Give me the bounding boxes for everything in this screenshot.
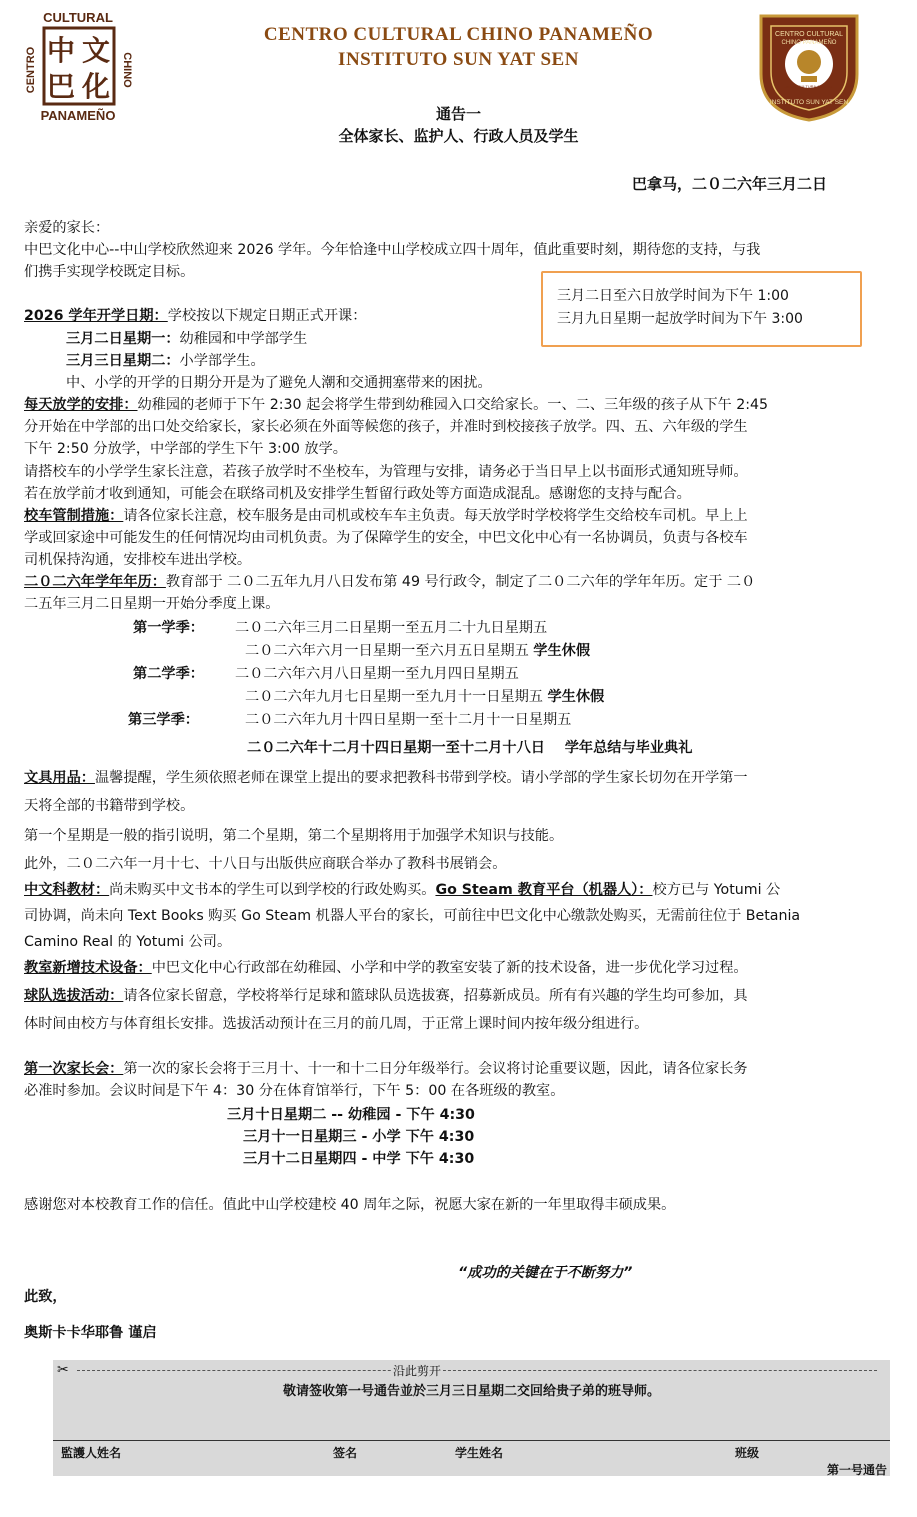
supplies-line-2: 天将全部的书籍带到学校。 — [24, 798, 195, 814]
crest-text-bottom: INSTITUTO SUN YAT SEN — [769, 99, 849, 106]
first-week-note: 第一个星期是一般的指引说明，第二个星期，第二个星期将用于加强学术知识与技能。 — [24, 828, 564, 844]
logo-text-bottom: PANAMEÑO — [40, 108, 116, 123]
go-steam-heading: Go Steam 教育平台（机器人）： — [435, 882, 653, 898]
signature-label: 签名 — [333, 1446, 358, 1460]
notice-title: 通告一 — [435, 105, 481, 123]
team-tryouts-line-2: 体时间由校方与体育组长安排。选拔活动预计在三月的前几周，于正常上课时间内按年级分组进行。 — [24, 1016, 649, 1032]
term-1-break-label: 学生休假 — [533, 643, 591, 659]
start-dates-text: 学校按以下规定日期正式开课： — [167, 308, 367, 324]
go-steam-text: 校方已与 Yotumi 公 — [652, 882, 781, 898]
parent-meeting-line-1: 第一次的家长会将于三月十、十一和十二日分年级举行。会议将讨论重要议题，因此，请各位家长务 — [123, 1061, 748, 1077]
logo-text-right: CHINO — [121, 52, 133, 88]
supplies-section — [24, 767, 890, 789]
term-2-label: 第二学季： — [133, 666, 204, 682]
motto: “成功的关键在于不断努力” — [458, 1265, 633, 1281]
term-2-break-dates: 二０二六年九月七日星期一至九月十一日星期五 — [245, 689, 543, 705]
team-tryouts-heading: 球队选拔活动： — [24, 988, 124, 1004]
logo-char-4: 化 — [81, 70, 111, 103]
closing: 此致， — [24, 1289, 67, 1305]
bus-control-line-2: 学或回家途中可能发生的任何情况均由司机负责。为了保障学生的安全，中巴文化中心有一名协调员，负责与各校车 — [24, 530, 748, 546]
term-3-closing — [247, 737, 917, 759]
term-3-dates: 二０二六年九月十四日星期一至十二月十一日星期五 — [245, 712, 572, 728]
thanks-note: 感谢您对本校教育工作的信任。值此中山学校建校 40 周年之际，祝愿大家在新的一年里取得丰硕成果。 — [24, 1197, 676, 1213]
term-1-dates: 二０二六年三月二日星期一至五月二十九日星期五 — [235, 620, 548, 636]
grade-label: 班级 — [735, 1446, 760, 1460]
dismissal-section — [24, 394, 890, 416]
parent-meeting-line-2: 必准时参加。会议时间是下午 4：30 分在体育馆举行，下午 5：00 在各班级的教室。 — [24, 1083, 565, 1099]
signer: 奥斯卡卡华耶鲁 谨启 — [24, 1325, 157, 1341]
go-steam-line-2: 司协调，尚未向 Text Books 购买 Go Steam 机器人平台的家长，可前往中巴文化中心缴款处购买，无需前往位于 Betania — [24, 908, 801, 924]
term-1-break-dates: 二０二六年六月一日星期一至六月五日星期五 — [245, 643, 529, 659]
student-name-label: 学生姓名 — [455, 1446, 504, 1460]
calendar-section — [24, 571, 890, 593]
bus-control-line-1: 请各位家长注意，校车服务是由司机或校车车主负责。每天放学时学校将学生交给校车司机。早上上 — [123, 508, 748, 524]
start-date-2 — [66, 350, 917, 372]
technology-text: 中巴文化中心行政部在幼稚园、小学和中学的教室安装了新的技术设备，进一步优化学习过程。 — [151, 960, 748, 976]
cut-label: 沿此剪开 — [393, 1364, 442, 1378]
greeting: 亲爱的家长： — [24, 220, 110, 236]
start-date-2-text: 小学部学生。 — [179, 353, 265, 369]
calendar-heading: 二０二六年学年年历： — [24, 574, 166, 590]
logo-text-left: CENTRO — [25, 46, 37, 94]
meeting-schedule-2: 三月十一日星期三 - 小学 下午 4:30 — [243, 1129, 475, 1145]
slip-footer: 第一号通告 — [827, 1463, 888, 1477]
start-date-1-label: 三月二日星期一： — [66, 331, 180, 347]
parent-meeting-heading: 第一次家长会： — [24, 1061, 124, 1077]
intro-line-2: 们携手实现学校既定目标。 — [24, 264, 195, 280]
term-3-label: 第三学季： — [128, 712, 199, 728]
start-date-1 — [66, 328, 917, 350]
crest-text-middle: CHINO PANAMEÑO — [781, 40, 837, 46]
box-line-1: 三月二日至六日放学时间为下午 1:00 — [557, 288, 789, 304]
logo-char-3: 巴 — [46, 70, 76, 103]
cut-line — [77, 1370, 877, 1371]
crest-ribbon: UNION CULTURA AMISTAD — [783, 84, 835, 89]
supplies-line-1: 温馨提醒，学生须依照老师在课堂上提出的要求把教科书带到学校。请小学部的学生家长切勿在开学第一 — [94, 770, 748, 786]
term-2-break — [245, 686, 917, 708]
technology-section — [24, 957, 890, 979]
intro-line-1: 中巴文化中心--中山学校欣然迎来 2026 学年。今年恰逢中山学校成立四十周年，值此重要时刻，期待您的支持，与我 — [24, 242, 761, 258]
bus-control-heading: 校车管制措施： — [24, 508, 124, 524]
start-date-1-text: 幼稚园和中学部学生 — [179, 331, 308, 347]
book-fair-note: 此外，二０二六年一月十七、十八日与出版供应商联合举办了教科书展销会。 — [24, 856, 507, 872]
start-date-2-label: 三月三日星期二： — [66, 353, 180, 369]
notice-date: 巴拿马，二０二六年三月二日 — [632, 175, 828, 193]
meeting-schedule-3: 三月十二日星期四 - 中学 下午 4:30 — [243, 1151, 475, 1167]
chinese-materials-heading: 中文科教材： — [24, 882, 110, 898]
dismissal-heading: 每天放学的安排： — [24, 397, 138, 413]
technology-heading: 教室新增技术设备： — [24, 960, 152, 976]
meeting-schedule-1: 三月十日星期二 -- 幼稚园 - 下午 4:30 — [227, 1107, 475, 1123]
start-dates-heading: 2026 学年开学日期： — [24, 308, 168, 324]
dismissal-line-2: 分开始在中学部的出口处交给家长，家长必须在外面等候您的孩子，并准时到校接孩子放学。四、五、六年级的学生 — [24, 419, 748, 435]
term-2-dates: 二０二六年六月八日星期一至九月四日星期五 — [235, 666, 519, 682]
bus-control-section — [24, 505, 890, 527]
bus-note-line-1: 请搭校车的小学学生家长注意，若孩子放学时不坐校车，为管理与安排，请务必于当日早上以书面形式通知班导师。 — [24, 464, 748, 480]
signature-line — [53, 1440, 890, 1441]
bus-control-line-3: 司机保持沟通，安排校车进出学校。 — [24, 552, 252, 568]
calendar-line-1: 教育部于 二０二五年九月八日发布第 49 号行政令，制定了二０二六年的学年年历。定于 二０ — [165, 574, 756, 590]
team-tryouts-section — [24, 985, 890, 1007]
term-3-closing-dates: 二０二六年十二月十四日星期一至十二月十八日 — [247, 740, 545, 756]
team-tryouts-line-1: 请各位家长留意，学校将举行足球和篮球队员选拔赛，招募新成员。所有有兴趣的学生均可参加，具 — [123, 988, 748, 1004]
parent-meeting-section — [24, 1058, 890, 1080]
slip-instruction: 敬请签收第一号通告並於三月三日星期二交回给贵子弟的班导师。 — [282, 1384, 660, 1399]
bus-note-line-2: 若在放学前才收到通知，可能会在联络司机及安排学生暂留行政处等方面造成混乱。感谢您的支持与配合。 — [24, 486, 691, 502]
start-date-note: 中、小学的开学的日期分开是为了避免人潮和交通拥塞带来的困扰。 — [66, 375, 492, 391]
guardian-name-label: 監護人姓名 — [61, 1446, 122, 1460]
scissors-icon: ✂ — [57, 1362, 69, 1378]
dismissal-line-1: 幼稚园的老师于下午 2:30 起会将学生带到幼稚园入口交给家长。一、二、三年级的孩子从下午 2:45 — [137, 397, 769, 413]
term-1-break — [245, 640, 917, 662]
calendar-line-2: 二五年三月二日星期一开始分季度上课。 — [24, 596, 280, 612]
materials-section — [24, 879, 890, 901]
header-title: CENTRO CULTURAL CHINO PANAMEÑO — [263, 24, 654, 45]
crest-text-top: CENTRO CULTURAL — [775, 31, 843, 38]
chinese-materials-text: 尚未购买中文书本的学生可以到学校的行政处购买。 — [109, 882, 436, 898]
notice-audience: 全体家长、监护人、行政人员及学生 — [338, 127, 579, 145]
logo-text-top: CULTURAL — [43, 10, 113, 25]
header-subtitle: INSTITUTO SUN YAT SEN — [338, 49, 579, 70]
term-2-break-label: 学生休假 — [547, 689, 605, 705]
logo-char-1: 中 — [46, 34, 76, 67]
term-3-closing-label: 学年总结与毕业典礼 — [564, 740, 693, 756]
supplies-heading: 文具用品： — [24, 770, 95, 786]
dismissal-line-3: 下午 2:50 分放学，中学部的学生下午 3:00 放学。 — [24, 441, 347, 457]
return-slip — [53, 1360, 890, 1476]
box-line-2: 三月九日星期一起放学时间为下午 3:00 — [557, 311, 803, 327]
go-steam-line-3: Camino Real 的 Yotumi 公司。 — [24, 934, 232, 950]
term-1-label: 第一学季： — [133, 620, 204, 636]
logo-char-2: 文 — [81, 34, 111, 67]
start-dates-section — [24, 305, 890, 327]
